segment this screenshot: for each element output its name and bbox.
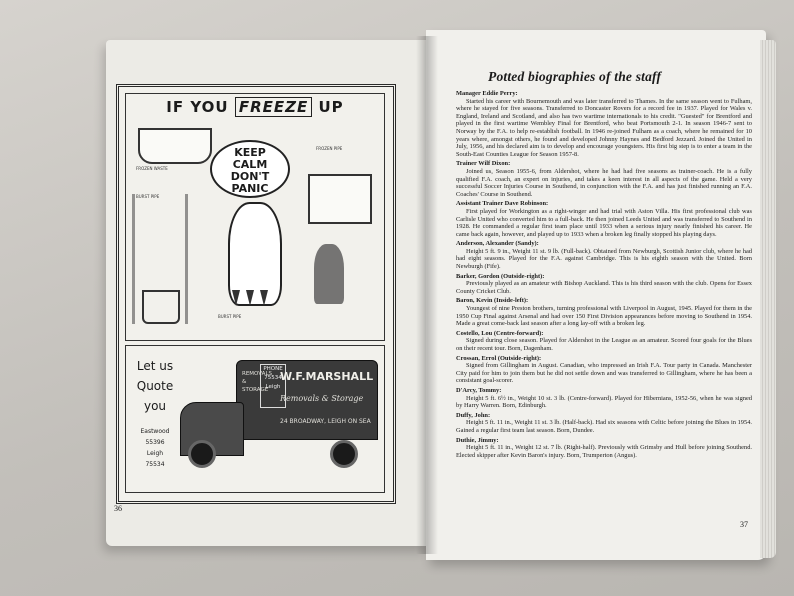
badge-line: Leigh bbox=[265, 384, 281, 390]
biography-text: Signed during close season. Played for Aldershot in the League as an amateur. Scored four goals for the Blues on their recent tour. Born, Dagenham. bbox=[456, 337, 752, 352]
snowman-figure bbox=[204, 140, 300, 310]
marshall-advert bbox=[125, 345, 385, 493]
caption-frozen-pipe: FROZEN PIPE bbox=[316, 146, 343, 151]
phone-line: Leigh bbox=[146, 450, 164, 457]
slogan-line: Quote bbox=[136, 379, 174, 393]
side-line: & bbox=[242, 379, 247, 385]
biography-text: Height 5 ft. 9 in., Weight 11 st. 9 lb. (Full-back). Obtained from Newburgh, Scottish Junior club, where he had had eight seasons. Played for the F.A. against Cambridge. This is his eighth season with the United. Born Newburgh (Fife). bbox=[456, 247, 752, 271]
plumber-illustration bbox=[314, 244, 344, 304]
biography-text: First played for Workington as a right-winger and had trial with Aston Villa. His first professional club was Carlisle United who converted him to a full-back. He then joined Leeds United and was transferred to Southend in 1928. He commanded a regular first team place until 1933 when a serious injury nearly finished his career. He came back again, however, and played up to 1933 when a broken leg finally stopped his playing days. bbox=[456, 207, 752, 238]
biography-entry bbox=[456, 412, 752, 435]
biography-name: Duthie, Jimmy: bbox=[456, 436, 499, 444]
biography-entry bbox=[456, 240, 752, 270]
biography-text: Height 5 ft. 6½ in., Weight 10 st. 3 lb. (Centre-forward). Played for Hibernians, 1952-56, when he was signed by Harry Warren. Born, Edinburgh. bbox=[456, 394, 752, 410]
company-address: 24 BROADWAY, LEIGH ON SEA bbox=[280, 418, 371, 425]
icicle-icon bbox=[260, 290, 268, 306]
biography-name: Duffy, John: bbox=[456, 411, 491, 419]
biography-entry bbox=[456, 330, 752, 353]
biographies-column bbox=[456, 70, 752, 461]
freeze-headline bbox=[126, 98, 384, 116]
biography-entry bbox=[456, 355, 752, 385]
headline-pre: IF YOU bbox=[166, 98, 229, 116]
biography-name: Costello, Lou (Centre-forward): bbox=[456, 329, 544, 337]
biography-list bbox=[456, 90, 752, 459]
biography-entry bbox=[456, 387, 752, 410]
bubble-line: DON'T bbox=[230, 170, 270, 183]
wheel-icon bbox=[330, 440, 358, 468]
book-gutter bbox=[416, 36, 438, 554]
biography-text: Previously played as an amateur with Bishop Auckland. This is his third season with the club. Opens for Essex County Cricket Club. bbox=[456, 280, 752, 295]
biography-entry bbox=[456, 200, 752, 238]
biography-name: Assistant Trainer Dave Robinson: bbox=[456, 200, 549, 208]
biography-name: Anderson, Alexander (Sandy): bbox=[456, 240, 539, 248]
slogan bbox=[132, 356, 178, 416]
biography-text: Youngest of nine Preston brothers, turning professional with Liverpool in August, 1945. Played for them in the 1950 Cup Final against Arsenal and had over 150 First Division appearances before moving to Southend in 1954. Made a great come-back last season after a long lay-off with a broken leg. bbox=[456, 305, 752, 328]
biography-entry bbox=[456, 297, 752, 327]
badge-line: PHONE bbox=[263, 366, 283, 372]
biography-name: Barker, Gordon (Outside-right): bbox=[456, 272, 545, 280]
caption-burst-pipe-2: BURST PIPE bbox=[218, 314, 242, 319]
biography-text: Signed from Gillingham in August. Canadian, who impressed an Irish F.A. Tour party in Canada. Manchester City paid for him to join them but he did not settle down and was transferred to Gillingham, where he has been a consistant goal-scorer. bbox=[456, 362, 752, 385]
wheel-icon bbox=[188, 440, 216, 468]
biography-entry bbox=[456, 160, 752, 198]
side-line: STORAGE bbox=[242, 387, 269, 393]
bubble-line: PANIC bbox=[231, 182, 269, 195]
biography-name: Baron, Kevin (Inside-left): bbox=[456, 297, 529, 305]
bubble-line: CALM bbox=[232, 158, 268, 171]
slogan-line: you bbox=[143, 399, 167, 413]
biography-name: D'Arcy, Tommy: bbox=[456, 386, 502, 394]
page-edges bbox=[760, 40, 776, 558]
headline-freeze: FREEZE bbox=[235, 97, 312, 117]
page-number-left: 36 bbox=[114, 504, 122, 513]
slogan-line: Let us bbox=[136, 359, 174, 373]
page-number-right: 37 bbox=[740, 520, 748, 529]
caption-burst-pipe: BURST PIPE bbox=[136, 194, 160, 199]
bubble-line: KEEP bbox=[234, 146, 266, 159]
biography-name: Crossan, Errol (Outside-right): bbox=[456, 354, 542, 362]
biography-name: Trainer Wilf Dixon: bbox=[456, 160, 511, 168]
biography-text: Joined us, Season 1955-6, from Aldershot, where he had had five seasons as trainer-coach. He is a fully qualified F.A. coach, an expert on injuries, and takes a keen interest in all aspects of the game. Held a very successful Soccer Injuries Course in Southend, in conjunction with the F.A. and has just finished running an F.A. Coaches' Course in Southend. bbox=[456, 167, 752, 198]
biography-text: Height 5 ft. 11 in., Weight 12 st. 7 lb. (Right-half). Previously with Grimsby and Hull before joining Southend. Elected skipper after Kevin Baron's injury. Born, Trumperton (Angus). bbox=[456, 444, 752, 459]
biography-text: Started his career with Bournemouth and was later transferred to Thames. In the same season went to Fulham, where he stayed for five seasons. Transferred to Doncaster Rovers for a record fee in 1937. Played for Wales v. England, Ireland and Scotland, and also has two wartime internationals to his credit. "Guested" for Brentford and played in the first wartime Wembley Final for Brentford, who beat Portsmouth 2-1. In season 1946-7 sent to Norway by the F.A. to help re-establish football. In 1946 re-joined Fulham as a coach, where he remained for 10 years where, amongst others, he found and developed Johnny Haynes and Bedford Jezzard. Joined the United in July, 1956, and his declared aim is to develop and encourage youngsters. His first big step is to enter a team in the South-East Counties League for Season 1957-8. bbox=[456, 97, 752, 158]
biography-entry bbox=[456, 90, 752, 158]
biography-entry bbox=[456, 437, 752, 460]
biography-name: Manager Eddie Perry: bbox=[456, 90, 518, 97]
phone-line: 55396 bbox=[145, 439, 165, 446]
biography-text: Height 5 ft. 11 in., Weight 11 st. 3 lb. (Half-back). Had six seasons with Celtic before joining the Blues in 1954. Gained a regular first team last season. Born, Dundee. bbox=[456, 419, 752, 434]
headline-post: UP bbox=[318, 98, 344, 116]
phone-numbers bbox=[132, 426, 178, 470]
phone-line: 75534 bbox=[145, 461, 165, 468]
company-services: Removals & Storage bbox=[280, 394, 364, 403]
badge-line: 75534 bbox=[264, 375, 282, 381]
icicle-icon bbox=[246, 290, 254, 306]
bath-illustration bbox=[308, 174, 372, 224]
caption-frozen-waste: FROZEN WASTE bbox=[136, 166, 168, 171]
page-title: Potted biographies of the staff bbox=[488, 69, 662, 84]
side-line: REMOVALS bbox=[242, 371, 273, 377]
phone-line: Eastwood bbox=[140, 428, 170, 435]
removal-van bbox=[180, 360, 376, 470]
sink-illustration bbox=[138, 128, 212, 164]
freeze-advert bbox=[125, 93, 385, 341]
company-name: W.F.MARSHALL bbox=[280, 370, 374, 383]
biography-entry bbox=[456, 273, 752, 296]
keep-calm-bubble bbox=[210, 140, 290, 198]
icicle-icon bbox=[232, 290, 240, 306]
advert-frame bbox=[116, 84, 396, 504]
bucket-illustration bbox=[142, 290, 180, 324]
